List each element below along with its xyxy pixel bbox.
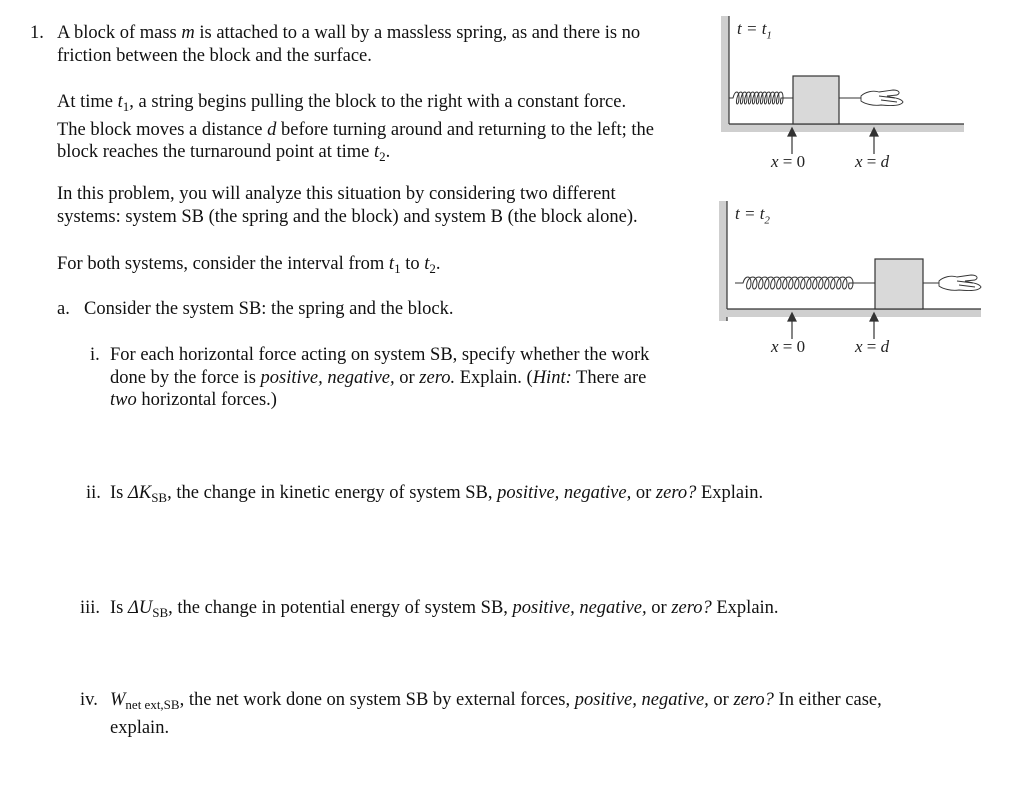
question-iv-label: iv. — [80, 690, 98, 710]
question-ii-text: Is $\Delta K_{SB}$, the change in kinetic energy of system SB, positive, negative, or zero? Explain. — [110, 483, 764, 505]
problem-paragraph-3: In this problem, you will analyze this situation by considering two different systems: system SB (the spring and the block) and system B (the block alone). — [57, 184, 638, 227]
block — [793, 76, 839, 124]
hand-icon — [861, 90, 903, 106]
question-iv-text: $W_{net ext,SB}$, the net work done on system SB by external forces, positive, negative, or zero? In either case, explain. — [110, 690, 882, 738]
question-iii-label: iii. — [80, 598, 101, 618]
question-i-label: i. — [90, 345, 100, 365]
question-iii-text: Is $\Delta U_{SB}$, the change in potential energy of system SB, positive, negative, or zero? Explain. — [110, 598, 779, 620]
problem-intro: A block of mass m is attached to a wall by a massless spring, as and there is no friction between the block and the surface. — [57, 23, 641, 66]
spring — [729, 92, 793, 104]
part-a-text: Consider the system SB: the spring and the block. — [84, 299, 454, 319]
question-i-text: For each horizontal force acting on system SB, specify whether the work done by the force is positive, negative, or zero. Explain. (Hint: There are two horizontal forces.) — [110, 345, 650, 410]
figure-bottom-panel — [715, 195, 985, 365]
figure-top-panel — [715, 10, 970, 190]
hand-icon — [939, 275, 981, 291]
problem-number: 1. — [30, 23, 44, 43]
wall — [719, 201, 727, 321]
problem-paragraph-2: At time $t_1$, a string begins pulling the block to the right with a constant force. The block moves a distance d before turning around and returning to the left; the block reaches the turnaround point at time $t_2$. — [57, 92, 654, 164]
time-label-t1: $t = t_1$ — [737, 19, 772, 42]
label-x0-bottom: x = 0 — [771, 337, 806, 356]
label-xd-bottom: x = d — [855, 337, 890, 356]
part-a-label: a. — [57, 299, 70, 319]
time-label-t2: $t = t_2$ — [735, 204, 770, 227]
block — [875, 259, 923, 309]
floor — [719, 309, 981, 317]
floor — [721, 124, 964, 132]
problem-paragraph-4: For both systems, consider the interval from $t_1$ to $t_2$. — [57, 254, 441, 276]
label-x0-top: x = 0 — [771, 152, 806, 171]
wall — [721, 16, 729, 130]
question-ii-label: ii. — [86, 483, 101, 503]
label-xd-top: x = d — [855, 152, 890, 171]
spring — [735, 277, 875, 289]
